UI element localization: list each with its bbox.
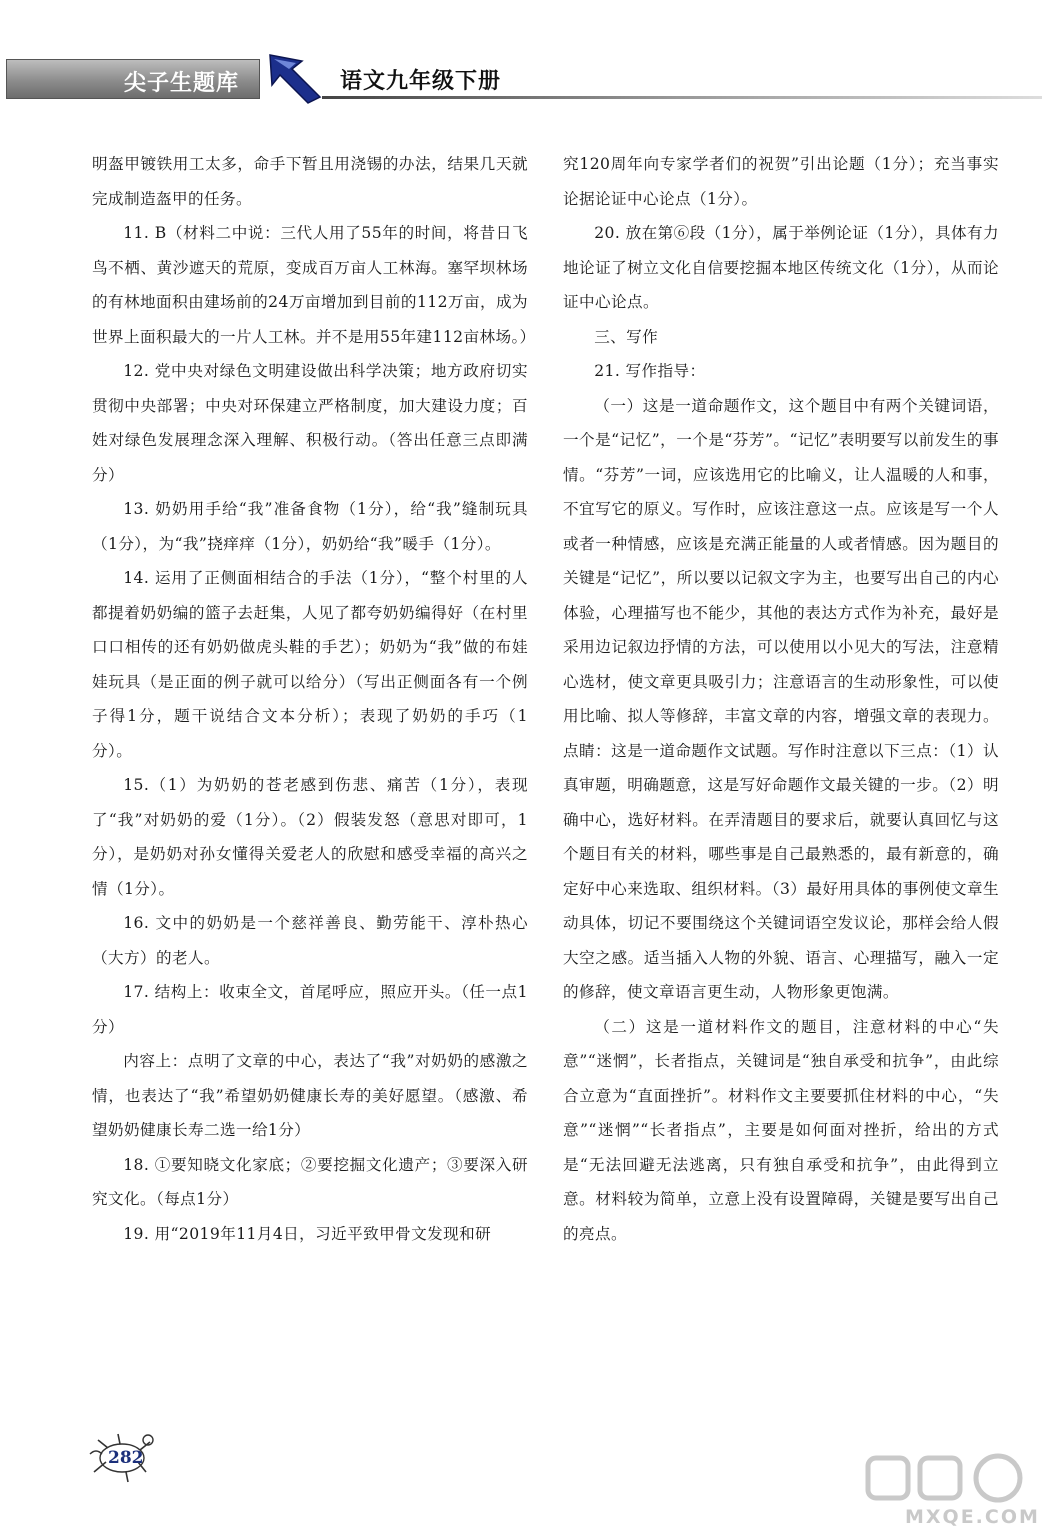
answer-column-right <box>563 147 999 1251</box>
brand-label: 尖子生题库 <box>123 71 239 96</box>
brand-banner <box>6 59 260 99</box>
answer-paragraph: 明盔甲镀铁用工太多，命手下暂且用浇锡的办法，结果几天就完成制造盔甲的任务。 <box>92 155 528 208</box>
answer-paragraph: 19. 用“2019年11月4日，习近平致甲骨文发现和研 <box>123 1224 492 1243</box>
header-divider <box>322 96 1042 99</box>
answer-paragraph: 21. 写作指导： <box>594 362 706 380</box>
answer-paragraph: 究120周年向专家学者们的祝贺”引出论题（1分）；充当事实论据论证中心论点（1分）。 <box>563 155 999 208</box>
answer-paragraph: 三、写作 <box>594 327 659 346</box>
answer-paragraph: 15.（1）为奶奶的苍老感到伤悲、痛苦（1分），表现了“我”对奶奶的爱（1分）。（2）假装发怒（意思对即可，1分），是奶奶对孙女懂得关爱老人的欣慰和感受幸福的高兴之情（1分）。 <box>92 776 528 898</box>
answer-paragraph: 11. B（材料二中说：三代人用了55年的时间，将昔日飞鸟不栖、黄沙遮天的荒原，变成百万亩人工林海。塞罕坝林场的有林地面积由建场前的24万亩增加到目前的112万亩，成为世界上面积最大的一片人工林。并不是用55年建112亩林场。） <box>92 224 536 346</box>
answer-paragraph: 13. 奶奶用手给“我”准备食物（1分），给“我”缝制玩具（1分），为“我”挠痒痒（1分），奶奶给“我”暖手（1分）。 <box>92 500 528 553</box>
subject-title: 语文九年级下册 <box>340 69 502 94</box>
answer-paragraph: 20. 放在第⑥段（1分），属于举例论证（1分），具体有力地论证了树立文化自信要挖掘本地区传统文化（1分），从而论证中心论点。 <box>563 224 999 311</box>
arrow-icon <box>262 53 324 105</box>
answer-paragraph: （二）这是一道材料作文的题目，注意材料的中心“失意”“迷惘”，长者指点，关键词是“独自承受和抗争”，由此综合立意为“直面挫折”。材料作文主要要抓住材料的中心，“失意”“迷惘”“长者指点”，主要是如何面对挫折，给出的方式是“无法回避无法逃离，只有独自承受和抗争”，由此得到立意。材料较为简单，立意上没有设置障碍，关键是要写出自己的亮点。 <box>563 1017 999 1243</box>
answer-paragraph: 14. 运用了正侧面相结合的手法（1分），“整个村里的人都提着奶奶编的篮子去赶集，人见了都夸奶奶编得好（在村里口口相传的还有奶奶做虎头鞋的手艺）；奶奶为“我”做的布娃娃玩具（是正面的例子就可以给分）（写出正侧面各有一个例子得1分，题干说结合文本分析）；表现了奶奶的手巧（1分）。 <box>92 569 528 760</box>
watermark-text: MXQE.COM <box>905 1506 1040 1528</box>
page-number: 282 <box>108 1448 144 1468</box>
answer-paragraph: 16. 文中的奶奶是一个慈祥善良、勤劳能干、淳朴热心（大方）的老人。 <box>92 914 528 967</box>
answer-paragraph: 内容上：点明了文章的中心，表达了“我”对奶奶的感激之情，也表达了“我”希望奶奶健康长寿的美好愿望。（感激、希望奶奶健康长寿二选一给1分） <box>92 1052 528 1139</box>
answer-paragraph: 18. ①要知晓文化家底；②要挖掘文化遗产；③要深入研究文化。（每点1分） <box>92 1155 528 1208</box>
answer-column-left <box>92 147 536 1251</box>
page-header <box>0 55 1045 105</box>
answer-paragraph: （一）这是一道命题作文，这个题目中有两个关键词语，一个是“记忆”，一个是“芬芳”。“记忆”表明要写以前发生的事情。“芬芳”一词，应该选用它的比喻义，让人温暖的人和事，不宜写它的原义。写作时，应该注意这一点。应该是写一个人或者一种情感，应该是充满正能量的人或者情感。因为题目的关键是“记忆”，所以要以记叙文字为主，也要写出自己的内心体验，心理描写也不能少，其他的表达方式作为补充，最好是采用边记叙边抒情的方法，可以使用以小见大的写法，注意精心选材，使文章更具吸引力；注意语言的生动形象性，可以使用比喻、拟人等修辞，丰富文章的内容，增强文章的表现力。点睛：这是一道命题作文试题。写作时注意以下三点：（1）认真审题，明确题意，这是写好命题作文最关键的一步。（2）明确中心，选好材料。在弄清题目的要求后，就要认真回忆与这个题目有关的材料，哪些事是自己最熟悉的，最有新意的，确定好中心来选取、组织材料。（3）最好用具体的事例使文章生动具体，切记不要围绕这个关键词语空发议论，那样会给人假大空之感。适当插入人物的外貌、语言、心理描写，融入一定的修辞，使文章语言更生动，人物形象更饱满。 <box>563 396 999 1001</box>
answer-paragraph: 12. 党中央对绿色文明建设做出科学决策；地方政府切实贯彻中央部署；中央对环保建立严格制度，加大建设力度；百姓对绿色发展理念深入理解、积极行动。（答出任意三点即满分） <box>92 362 528 484</box>
answer-paragraph: 17. 结构上：收束全文，首尾呼应，照应开头。（任一点1分） <box>92 983 528 1036</box>
